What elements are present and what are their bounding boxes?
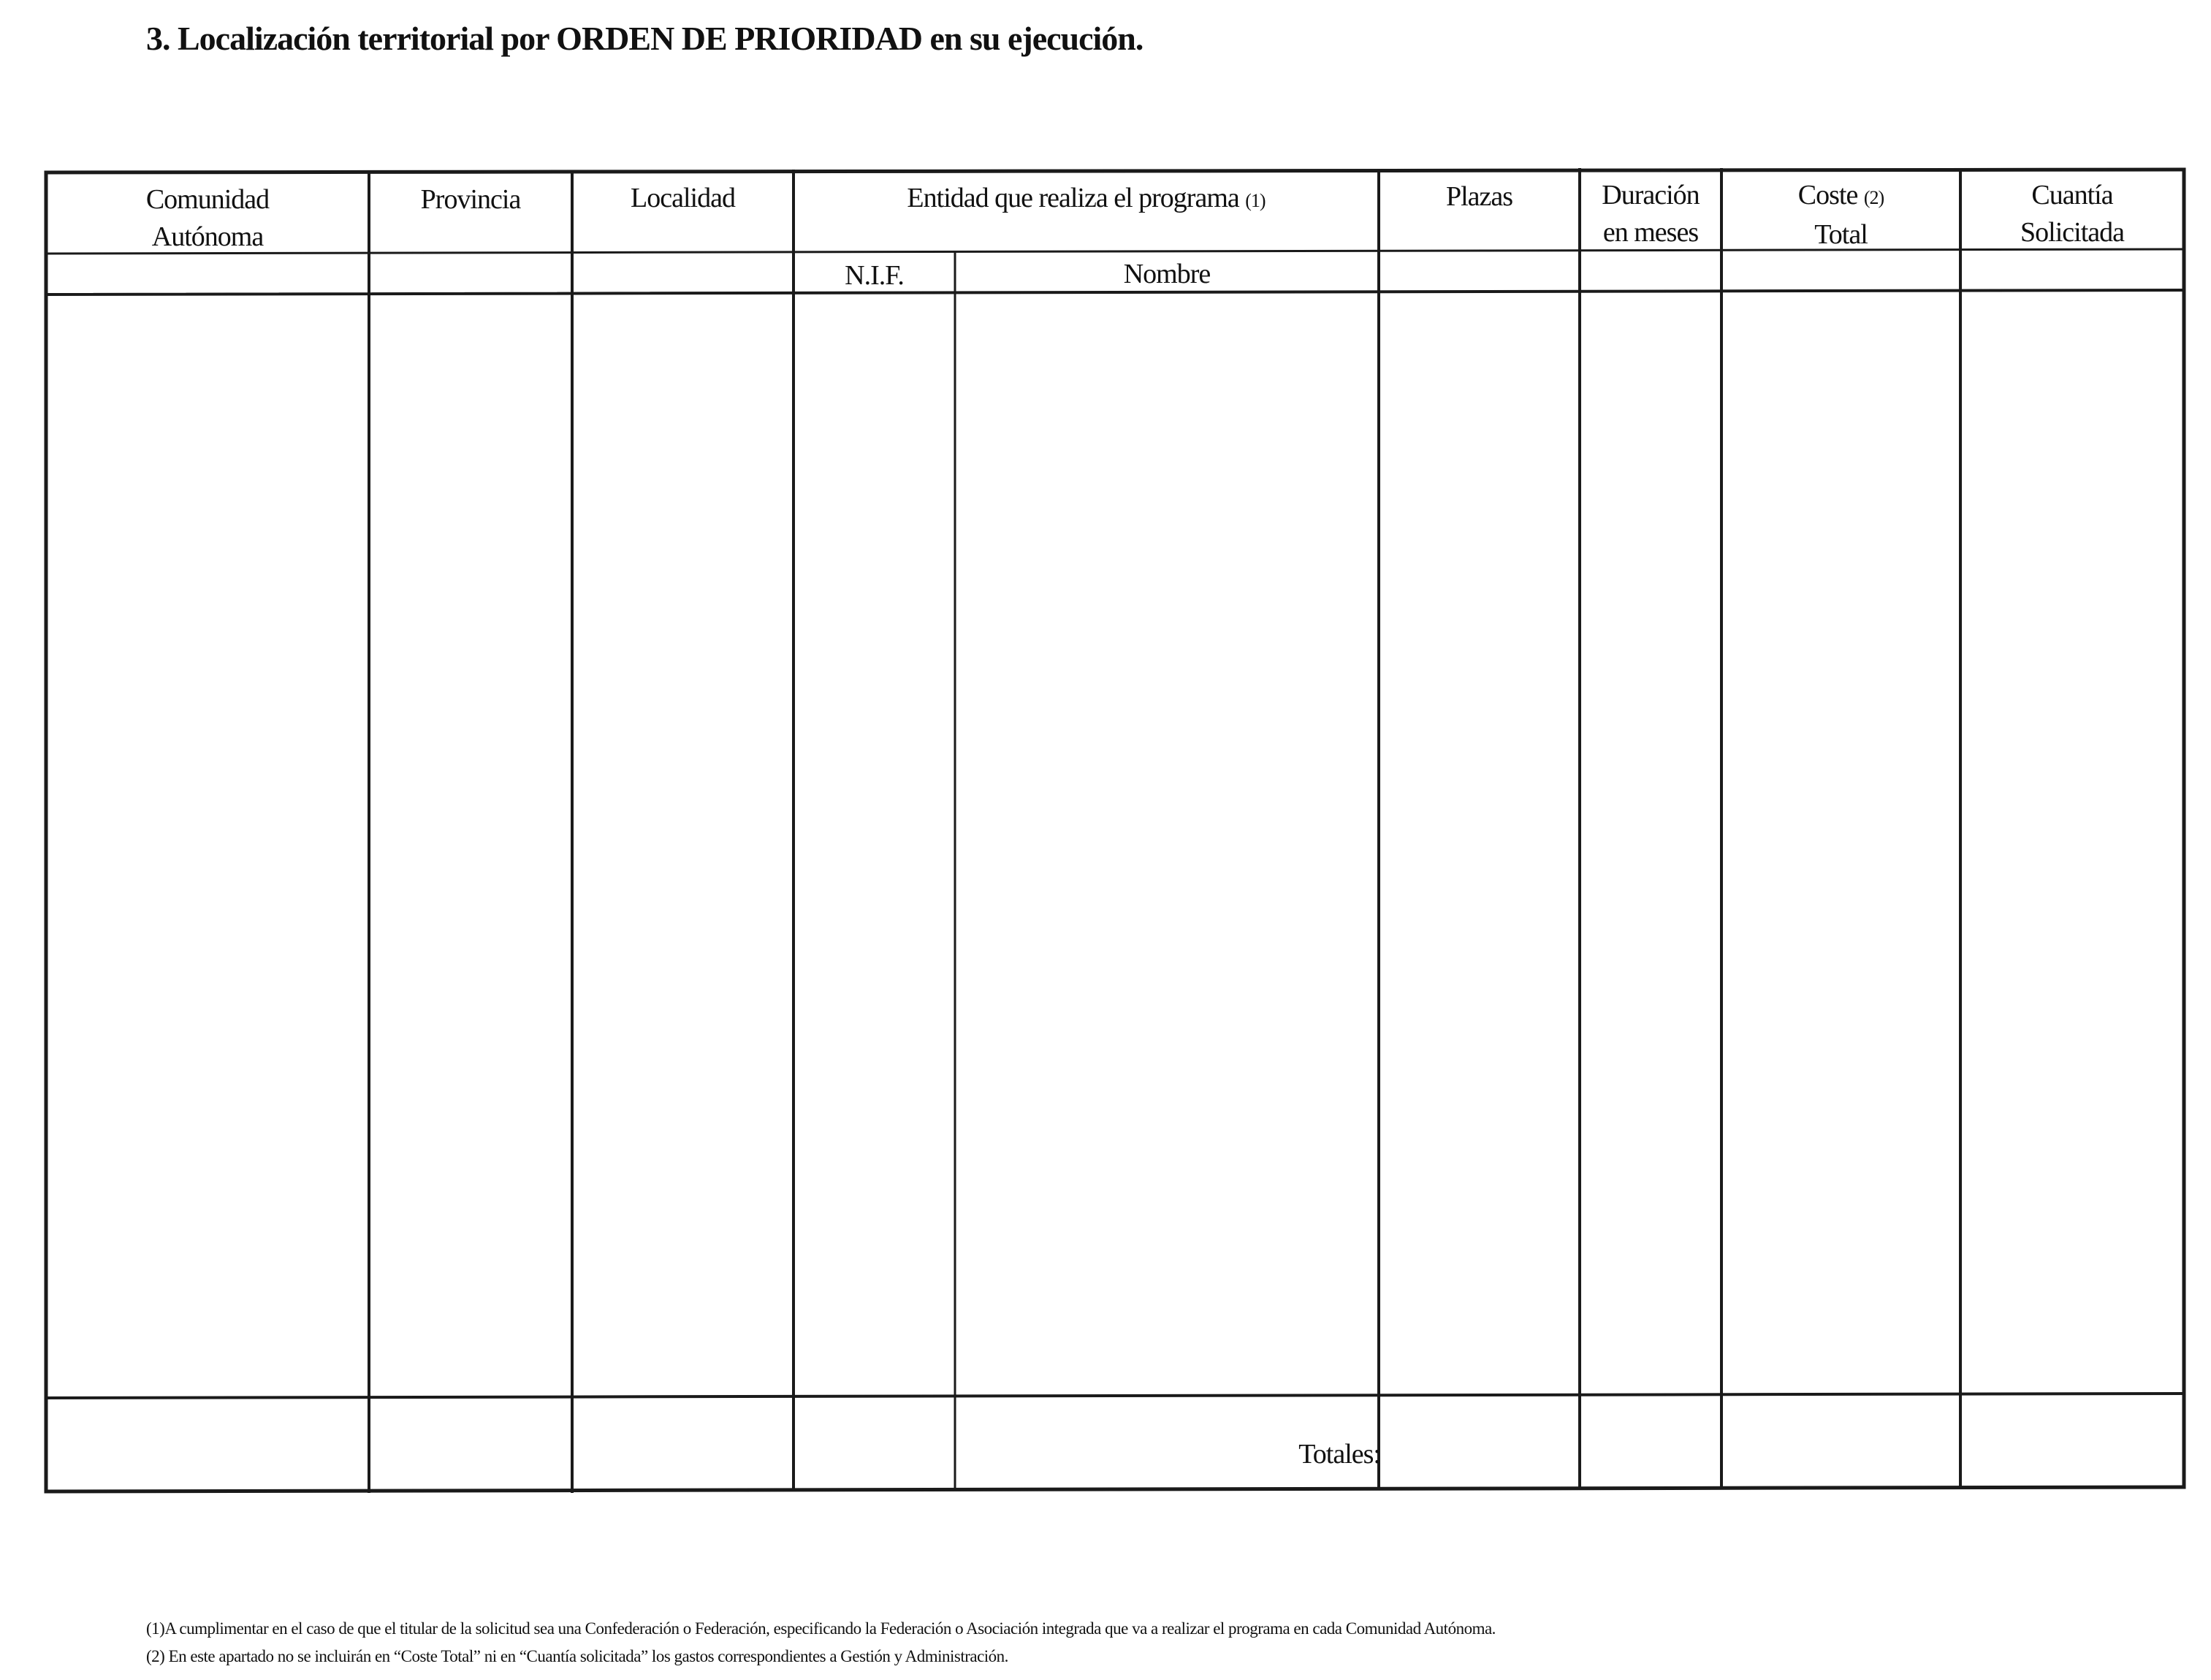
header-plazas-label: Plazas [1445, 181, 1513, 212]
section-title: 3. Localización territorial por ORDEN DE PRIORIDAD en su ejecución. [146, 20, 1143, 57]
header-comunidad-autonoma [46, 181, 369, 256]
header-coste-note: (2) [1863, 187, 1884, 208]
header-cuantia-solicitada [1960, 177, 2184, 251]
header-duracion [1580, 177, 1721, 251]
header-duracion-line1: Duración [1602, 180, 1700, 210]
totals-label: Totales: [1298, 1439, 1380, 1470]
header-duracion-line2: en meses [1602, 217, 1699, 248]
header-cuantia-line2: Solicitada [2020, 217, 2124, 248]
header-entidad [794, 180, 1379, 219]
header-comunidad-line2: Autónoma [151, 221, 264, 252]
header-nif-label: N.I.F. [845, 260, 904, 291]
header-entidad-note: (1) [1245, 190, 1266, 211]
header-coste-line2: Total [1814, 219, 1868, 250]
header-localidad-label: Localidad [631, 183, 735, 213]
header-coste-total [1721, 177, 1960, 254]
header-entidad-label: Entidad que realiza el programa [907, 183, 1239, 213]
header-comunidad-line1: Comunidad [145, 184, 270, 215]
cell-nombre-entries[interactable] [957, 296, 1377, 1392]
total-cuantia-cell[interactable] [1963, 1397, 2183, 1486]
cell-provincia-entries[interactable] [371, 296, 571, 1392]
header-coste-line1: Coste [1797, 180, 1858, 210]
header-nombre-label: Nombre [1123, 259, 1211, 289]
total-coste-cell[interactable] [1724, 1397, 1959, 1486]
cell-plazas-entries[interactable] [1381, 292, 1578, 1392]
header-nif [794, 257, 955, 294]
footnote-2: (2) En este apartado no se incluirán en “Coste Total” ni en “Cuantía solicitada” los gastos correspondientes a Gestión y Administración. [146, 1647, 1008, 1665]
total-plazas-cell[interactable] [1381, 1397, 1578, 1486]
header-cuantia-line1: Cuantía [2031, 180, 2113, 210]
cell-coste-entries[interactable] [1724, 292, 1959, 1392]
cell-nif-entries[interactable] [796, 296, 954, 1392]
cell-localidad-entries[interactable] [574, 296, 792, 1392]
cell-cuantia-entries[interactable] [1963, 292, 2183, 1392]
cell-comunidad-entries[interactable] [48, 296, 368, 1392]
table-border-top [46, 170, 2184, 172]
footnote-1: (1)A cumplimentar en el caso de que el titular de la solicitud sea una Confederación o Federación, especificando la Federación o Asociación integrada que va a realizar el programa en cada Comunidad Autónoma. [146, 1619, 1496, 1638]
header-nombre [955, 256, 1379, 293]
table-border-bottom [46, 1487, 2184, 1491]
header-provincia [369, 181, 572, 218]
header-plazas [1379, 178, 1580, 216]
cell-duracion-entries[interactable] [1582, 292, 1720, 1392]
total-duracion-cell[interactable] [1582, 1397, 1720, 1486]
header-provincia-label: Provincia [420, 184, 521, 215]
header-localidad [572, 180, 794, 217]
